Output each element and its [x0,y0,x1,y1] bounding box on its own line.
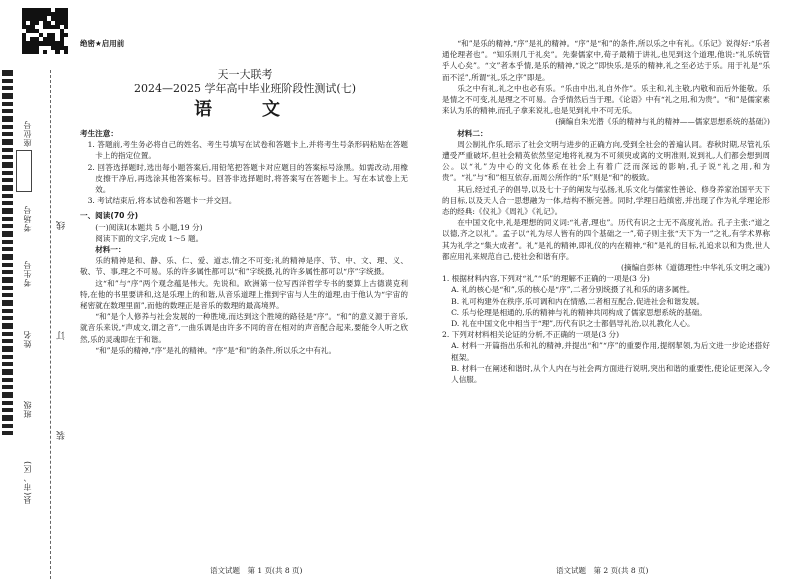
barcode-stripes [2,70,13,580]
binding-char-xian: 线 [57,220,67,230]
candidate-number-label: 考生号 [23,260,32,287]
notice-item: 3. 考试结束后,将本试卷和答题卡一并交回。 [87,196,237,206]
source-citation: (摘编自彭林《道德理性:中华礼乐文明之魂》) [621,263,770,273]
paragraph: “和”是乐的精神,“序”是礼的精神。“序”是“和”的条件,所以乐之中有礼。 [95,345,337,355]
material-label: 材料二： [457,128,488,138]
answer-option: C. 乐与伦理是相通的,乐的精神与礼的精神共同构成了儒家思想系统的基础。 [451,307,707,317]
notice-title: 考生注意： [80,129,118,138]
paragraph: 乐的精神是和、静、乐、仁、爱、道志,情之不可变;礼的精神是序、节、中、文、理、义、敬、节、事,理之不可易。乐的许多属性都可以“和”字统摄,礼的许多属性都可以“序”字统摄。 [80,256,408,277]
notice-item: 1. 答题前,考生务必将自己的姓名、考生号填写在试卷和答题卡上,并将考生号条形码粘贴在答题卡上的指定位置。 [87,140,408,161]
right-page-body [442,38,770,385]
instruction: 阅读下面的文字,完成 1～5 题。 [95,233,204,243]
paragraph: 乐之中有礼,礼之中也必有乐。“乐由中出,礼自外作”。乐主和,礼主敬,内敬和而后外能敬。乐是情之不可变,礼是理之不可易。合乎情然后当于理。《论语》中有“礼之用,和为贵”。“和”是儒家素来认为乐的精神,而孔子拿来说礼,也是见到礼中不可无乐。 [442,83,770,116]
paragraph: “和”是个人修养与社会发展的一种胜境,而达到这个胜境的路径是“序”。“和”的意义源于音乐,就音乐来说,“声成文,谓之音”,一曲乐调是由许多不同的音在相对的声音配合起来,要能令人听之欣然,乐的灵魂即在于和谐。 [80,312,408,344]
exam-room-label: 考场号 [23,205,32,232]
answer-option: A. 材料一开篇指出乐和礼的精神,并提出“和”“序”的重要作用,提纲挈领,为后文进一步论述搭好框架。 [451,341,770,362]
confidential-mark: 绝密★启用前 [80,39,125,48]
county-label: 县(市、区) [23,460,32,505]
question-stem: 2. 下列对材料相关论证的分析,不正确的一项是(3 分) [442,330,620,340]
binding-char-zhuang: 装 [57,430,67,440]
name-label: 姓名 [23,330,32,348]
paragraph: 在中国文化中,礼是理想的同义词:“礼者,理也”。历代有识之士无不高度礼治。孔子主张:“道之以德,齐之以礼”。孟子以“礼为尽人皆有的四个基础之一”,荀子则主张“天下为一”之礼,有学术界称其为礼学之“集大成者”。礼”是礼的精神,即礼仪的内在精神,“和”是礼的目标,礼追求以和为贵,世人都应用礼来规范自己,使社会和谐有序。 [442,218,770,261]
page-footer-right: 语文试题 第 2 页(共 8 页) [556,566,649,575]
answer-option: A. 礼的核心是“和”,乐的核心是“序”,二者分别统摄了礼和乐的诸多属性。 [451,285,695,295]
paragraph: “和”是乐的精神,“序”是礼的精神。“序”是“和”的条件,所以乐之中有礼。《乐记》说得好:“乐者通伦理者也”。“知乐则几于礼矣”。先秦儒家中,荀子最精于讲礼,也见到这个道理,他说:“礼乐统管乎人心矣”。“文”者本乎情,是乐的精神,“说之”即快乐,是乐的精神,礼之至必达于乐。用于礼是“乐而不淫”,所谓“礼,乐之序”即是。 [442,39,770,82]
notice-item: 2. 回答选择题时,选出每小题答案后,用铅笔把答题卡对应题目的答案标号涂黑。如需改动,用橡皮擦干净后,再选涂其他答案标号。回答非选择题时,将答案写在答题卡上。写在本试卷上无效。 [87,162,408,195]
material-label: 材料一： [95,245,126,255]
binding-line [50,70,51,579]
paragraph: 周公制礼作乐,昭示了社会文明与进步的正确方向,受到全社会的普遍认同。春秋时期,尽管礼乐遭受严重破坏,但社会精英依然坚定地将礼视为不可须臾或离的文明准则,说到礼,人们都会想到周公。以“礼”为中心的文化体系在社会上有着广泛而深远的影响,孔子说“礼之用,和为贵”。“礼”与“和”相互依存,而周公所作的“乐”则是“和”的极致。 [442,139,770,183]
binding-char-ding: 订 [57,330,67,340]
paragraph: 这“和”与“序”两个观念蕴是伟大。先说和。欧洲第一位写西洋哲学专书的要算上古德谟克利特,在他的书里要讲和,这是乐理上的和谐,从音乐道理上推到宇宙与人生的道理,由于他认为“宇宙的秘密就在数理里面”,而他的数理正是音乐的数理的最高境界。 [80,278,408,311]
seat-number-label: 座位号 [23,120,32,147]
qr-code [22,8,68,54]
section-heading: 一、阅读(70 分) [80,211,139,221]
question-stem: 1. 根据材料内容,下列对“礼”“乐”的理解不正确的一项是(3 分) [442,274,650,284]
page-footer-left: 语文试题 第 1 页(共 8 页) [210,566,303,575]
subsection-heading: (一)阅读Ⅰ(本题共 5 小题,19 分) [95,222,203,232]
binding-margin [0,0,70,579]
paragraph: 其后,经过孔子的倡导,以及七十子的阐发与弘扬,礼乐文化与儒家性善论、修身养家治国平天下的目标,以及天人合一思想融为一体,结构不断完善。同时,学理日趋缜密,并出现了作为礼学理论形态的经典:《仪礼》《周礼》《礼记》。 [442,184,770,217]
source-citation: (摘编自朱光潜《乐的精神与礼的精神——儒家思想系统的基础》) [555,117,770,127]
exam-title: 2024—2025 学年高中毕业班阶段性测试(七) [133,82,357,95]
answer-option: B. 礼可构建外在秩序,乐可调和内在情感,二者相互配合,促进社会和谐发展。 [451,296,705,306]
seat-number-box[interactable] [16,150,32,192]
answer-option: D. 礼在中国文化中相当于“理”,历代有识之士都倡导礼治,以礼教化人心。 [451,319,695,329]
subject-title: 语 文 [194,99,296,120]
class-label: 班级 [23,400,32,418]
left-page-body [80,128,408,356]
exam-org: 天一大联考 [217,68,273,81]
answer-option: B. 材料一在阐述和谐时,从个人内在与社会两方面进行说明,突出和谐的重要性,使论证更深入,令人信服。 [451,363,770,385]
